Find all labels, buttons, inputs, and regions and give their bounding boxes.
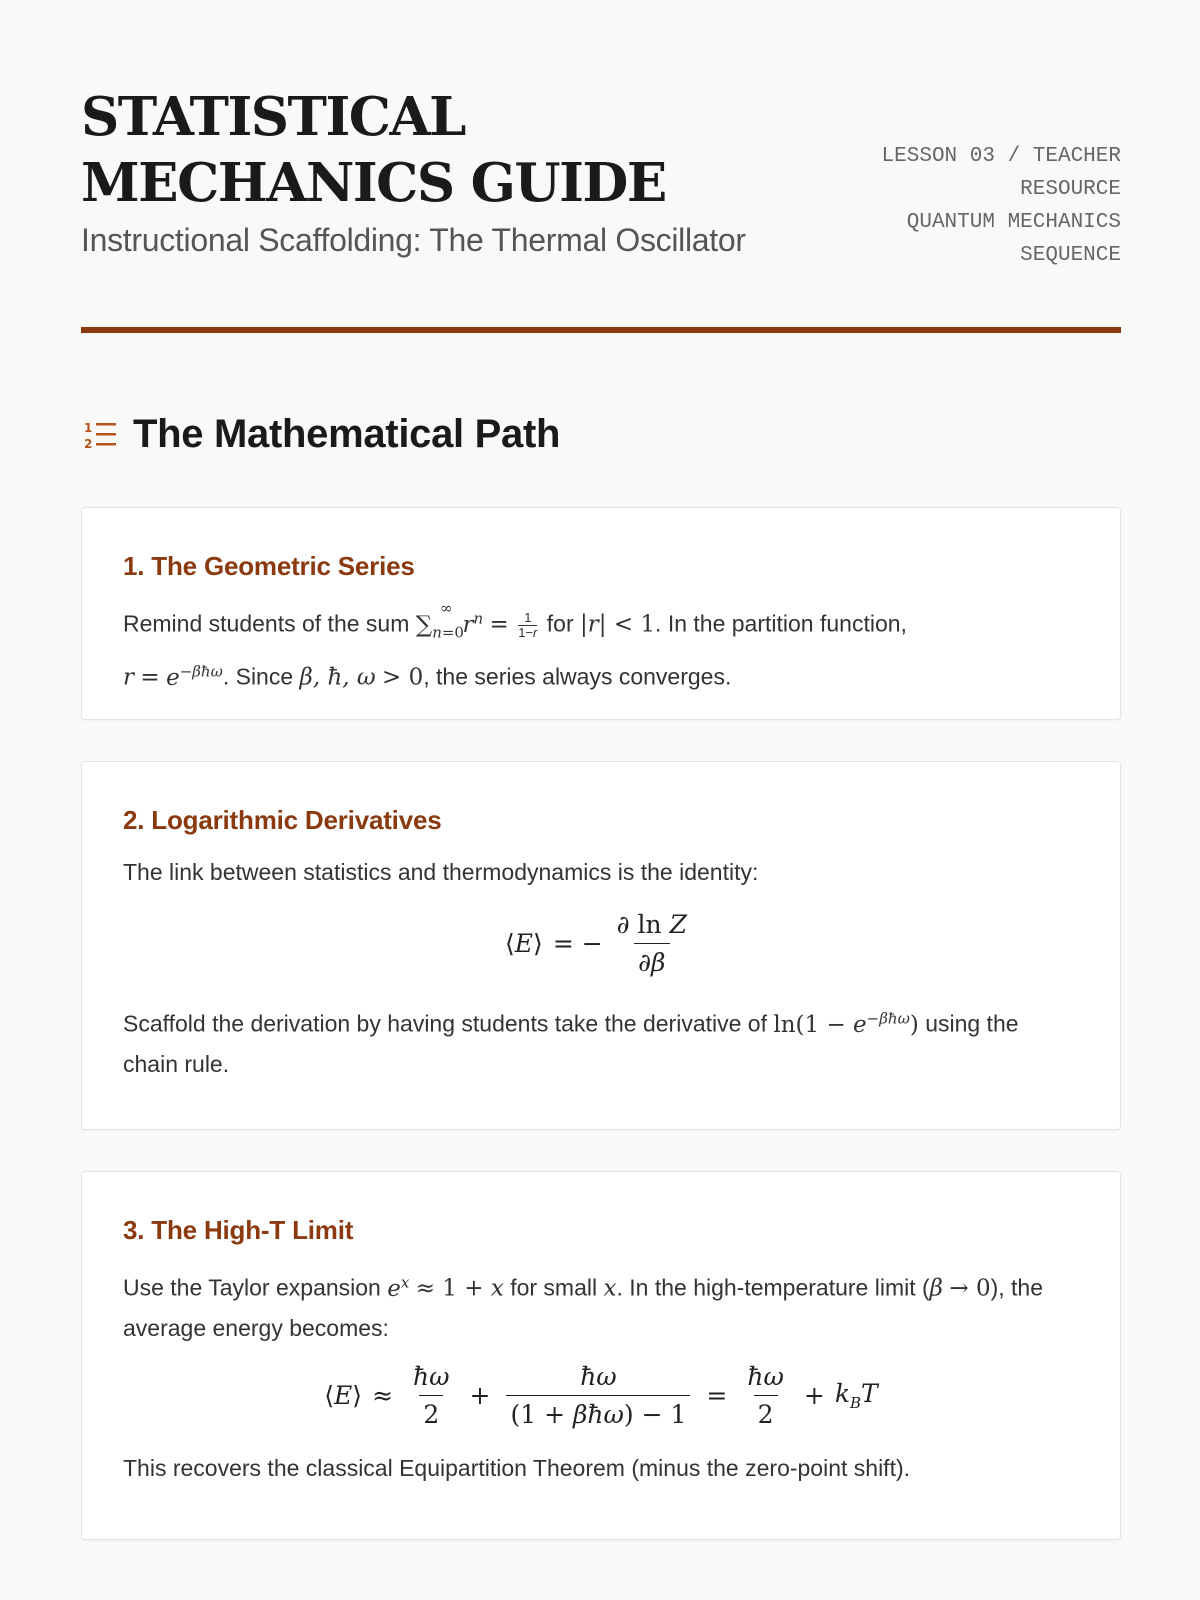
lesson-meta: [821, 140, 1121, 272]
card-intro: The link between statistics and thermodynamics is the identity:: [123, 859, 759, 885]
step-card-high-t-limit: [81, 1171, 1121, 1540]
step-card-geometric-series: [81, 507, 1121, 720]
card-title: 1. The Geometric Series: [123, 551, 415, 581]
energy-identity-equation: ⟨E⟩ = − $\frac{\text{∂ ln Z}}{\partial\beta}$: [505, 910, 687, 977]
svg-text:2: 2: [84, 436, 93, 451]
high-t-energy-equation: ⟨E⟩ ≈ $\frac{ħ\omega}{2}$ + $\frac{ħ\omega}{\text{(1 + βħω) − 1}}$ = $\frac{ħ\omega}{2}$ + $k_BT$: [324, 1361, 878, 1429]
card-body: Use the Taylor expansion $e^x \approx 1 + x$ for small x. In the high-temperature limit (β → 0), the average energy becomes:: [123, 1273, 1043, 1341]
card-body: Scaffold the derivation by having students take the derivative of $\ln(1 - e^{-\beta ħ\omega})$ using the chain rule.: [123, 1009, 1019, 1077]
page-subtitle: Instructional Scaffolding: The Thermal Oscillator: [81, 222, 746, 258]
numbered-list-icon: [83, 418, 119, 452]
header-divider: [81, 327, 1121, 333]
card-body: Remind students of the sum $\sum_{n=0}^\infty r^n$ = $\frac{1}{1-r}$ for |r| < 1. In the partition function, $r = e^{-\beta ħ\omega}$. Since β, ħ, ω > 0, the series always converges.: [123, 599, 907, 691]
math-sum: $\sum_{n=0}^\infty$: [415, 599, 464, 642]
section-title: The Mathematical Path: [133, 412, 561, 456]
page-title: STATISTICAL MECHANICS GUIDE: [81, 86, 666, 214]
svg-text:1: 1: [84, 420, 93, 435]
card-title: 3. The High-T Limit: [123, 1215, 354, 1245]
card-title: 2. Logarithmic Derivatives: [123, 805, 442, 835]
card-outro: This recovers the classical Equipartition Theorem (minus the zero-point shift).: [123, 1454, 911, 1481]
section-heading: [83, 412, 560, 457]
lesson-meta-line: LESSON 03 / TEACHER RESOURCE: [881, 145, 1121, 201]
lesson-meta-line: QUANTUM MECHANICS SEQUENCE: [906, 211, 1121, 267]
page-header: [81, 84, 1121, 267]
math-fraction: $\frac{1}{1-r}$: [518, 610, 538, 641]
step-card-log-derivatives: [81, 761, 1121, 1130]
